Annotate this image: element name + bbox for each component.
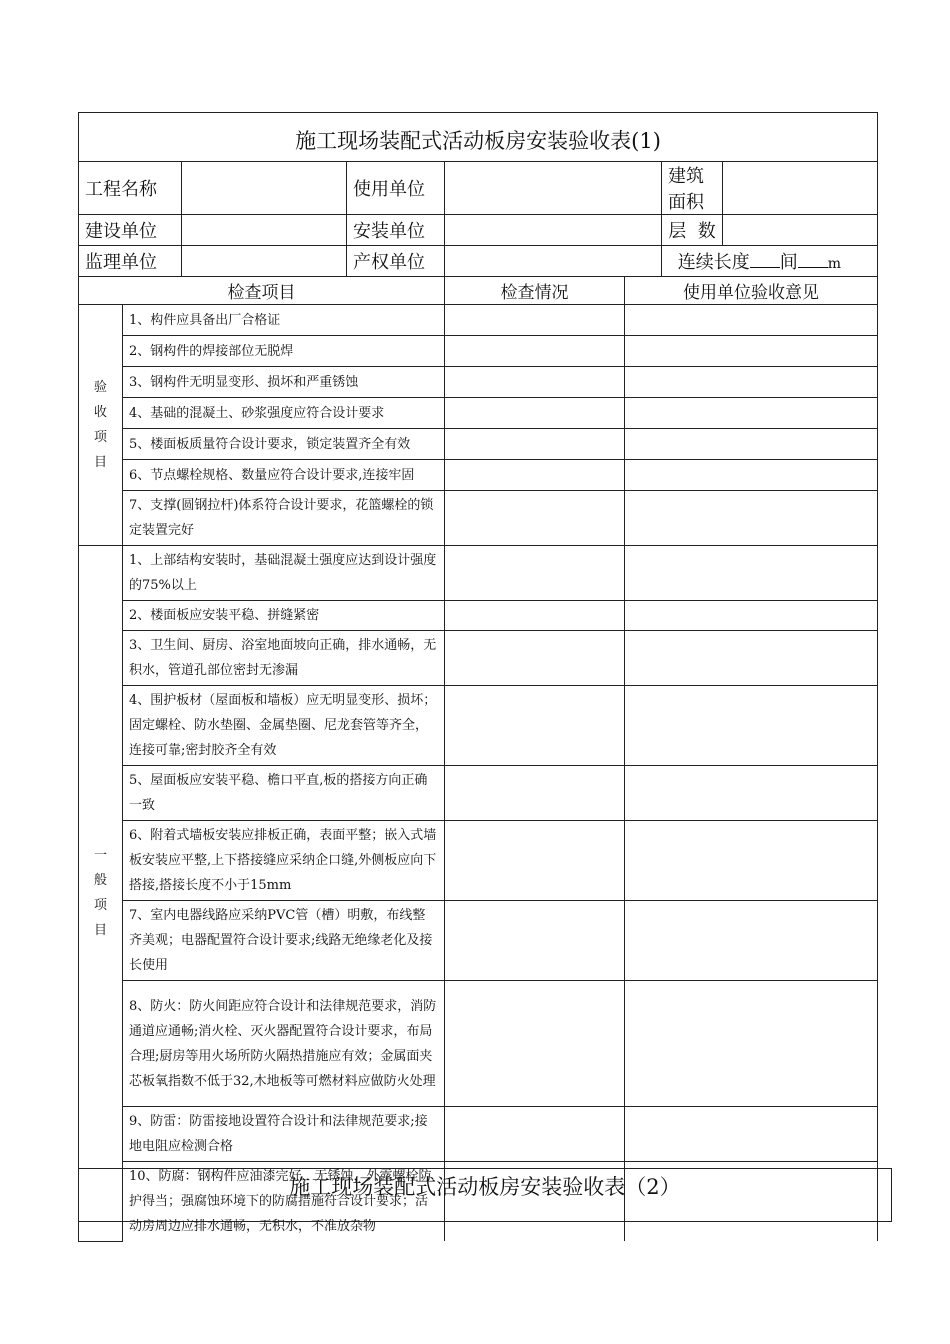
supervision-unit-field[interactable] — [182, 246, 347, 277]
acceptance-group-label: 验 收 项 目 — [79, 305, 123, 546]
install-unit-field[interactable] — [445, 215, 662, 246]
opinion-cell[interactable] — [625, 336, 878, 367]
general-item: 4、围护板材（屋面板和墙板）应无明显变形、损坏；固定螺栓、防水垫圈、金属垫圈、尼龙套管等齐全，连接可靠;密封胶齐全有效 — [123, 686, 445, 766]
acceptance-item: 3、钢构件无明显变形、损坏和严重锈蚀 — [123, 367, 445, 398]
general-item: 8、防火：防火间距应符合设计和法律规范要求，消防通道应通畅;消火栓、灭火器配置符合设计要求，布局合理;厨房等用火场所防火隔热措施应有效；金属面夹芯板氧指数不低于32,木地板等可燃材料应做防火处理 — [123, 981, 445, 1107]
status-cell[interactable] — [445, 460, 625, 491]
status-cell[interactable] — [445, 631, 625, 686]
supervision-unit-label: 监理单位 — [79, 246, 182, 277]
building-area-label: 建筑面积 — [662, 162, 723, 215]
opinion-cell[interactable] — [625, 429, 878, 460]
form-table — [78, 112, 878, 1242]
floors-field[interactable] — [723, 215, 878, 246]
opinion-cell[interactable] — [625, 367, 878, 398]
acceptance-item: 2、钢构件的焊接部位无脱焊 — [123, 336, 445, 367]
opinion-cell[interactable] — [625, 305, 878, 336]
header-opinion: 使用单位验收意见 — [625, 277, 878, 305]
project-name-field[interactable] — [182, 162, 347, 215]
opinion-cell[interactable] — [625, 398, 878, 429]
construction-unit-field[interactable] — [182, 215, 347, 246]
acceptance-item: 1、构件应具备出厂合格证 — [123, 305, 445, 336]
status-cell[interactable] — [445, 305, 625, 336]
general-item: 5、屋面板应安装平稳、檐口平直,板的搭接方向正确一致 — [123, 766, 445, 821]
form-title: 施工现场装配式活动板房安装验收表(1) — [79, 113, 878, 162]
status-cell[interactable] — [445, 398, 625, 429]
status-cell[interactable] — [445, 981, 625, 1107]
general-group-label: 一 般 项 目 — [79, 546, 123, 1242]
header-status: 检查情况 — [445, 277, 625, 305]
length-meter-blank[interactable] — [798, 251, 828, 268]
status-cell[interactable] — [445, 1107, 625, 1162]
status-cell[interactable] — [445, 367, 625, 398]
floors-label: 层 数 — [662, 215, 723, 246]
general-item: 7、室内电器线路应采纳PVC管（槽）明敷，布线整齐美观；电器配置符合设计要求;线路无绝缘老化及接长使用 — [123, 901, 445, 981]
status-cell[interactable] — [445, 491, 625, 546]
status-cell[interactable] — [445, 601, 625, 631]
acceptance-form-1 — [78, 112, 877, 1242]
general-item: 1、上部结构安装时，基础混凝土强度应达到设计强度的75%以上 — [123, 546, 445, 601]
construction-unit-label: 建设单位 — [79, 215, 182, 246]
general-item: 10、防腐：钢构件应油漆完好、无锈蚀，外露螺栓防护得当；强腐蚀环境下的防腐措施符合设计要求；活动房周边应排水通畅，无积水，不准放杂物 — [123, 1162, 445, 1242]
opinion-cell[interactable] — [625, 1107, 878, 1162]
opinion-cell[interactable] — [625, 631, 878, 686]
acceptance-item: 6、节点螺栓规格、数量应符合设计要求,连接牢固 — [123, 460, 445, 491]
general-item: 9、防雷：防雷接地设置符合设计和法律规范要求;接地电阻应检测合格 — [123, 1107, 445, 1162]
header-item: 检查项目 — [79, 277, 445, 305]
status-cell[interactable] — [445, 821, 625, 901]
opinion-cell[interactable] — [625, 981, 878, 1107]
opinion-cell[interactable] — [625, 491, 878, 546]
opinion-cell[interactable] — [625, 821, 878, 901]
length-mid-label: 间 — [779, 252, 798, 273]
project-name-label: 工程名称 — [79, 162, 182, 215]
status-cell[interactable] — [445, 686, 625, 766]
acceptance-item: 5、楼面板质量符合设计要求，锁定装置齐全有效 — [123, 429, 445, 460]
status-cell[interactable] — [445, 766, 625, 821]
status-cell[interactable] — [445, 336, 625, 367]
acceptance-form-2 — [78, 1168, 892, 1222]
building-area-field[interactable] — [723, 162, 878, 215]
acceptance-item: 4、基础的混凝土、砂浆强度应符合设计要求 — [123, 398, 445, 429]
general-item: 3、卫生间、厨房、浴室地面坡向正确，排水通畅，无积水，管道孔部位密封无渗漏 — [123, 631, 445, 686]
status-cell[interactable] — [445, 546, 625, 601]
length-label: 连续长度 — [677, 252, 750, 273]
opinion-cell[interactable] — [625, 766, 878, 821]
property-unit-field[interactable] — [445, 246, 662, 277]
status-cell[interactable] — [445, 429, 625, 460]
form2-title: 施工现场装配式活动板房安装验收表（2） — [289, 1175, 681, 1199]
opinion-cell[interactable] — [625, 686, 878, 766]
install-unit-label: 安装单位 — [347, 215, 445, 246]
user-unit-field[interactable] — [445, 162, 662, 215]
user-unit-label: 使用单位 — [347, 162, 445, 215]
general-item: 6、附着式墙板安装应排板正确，表面平整；嵌入式墙板安装应平整,上下搭接缝应采纳企口缝,外侧板应向下搭接,搭接长度不小于15mm — [123, 821, 445, 901]
continuous-length-cell — [662, 246, 878, 277]
opinion-cell[interactable] — [625, 901, 878, 981]
property-unit-label: 产权单位 — [347, 246, 445, 277]
length-count-blank[interactable] — [750, 251, 780, 268]
length-unit-label: m — [827, 256, 842, 272]
status-cell[interactable] — [445, 901, 625, 981]
opinion-cell[interactable] — [625, 601, 878, 631]
general-item: 2、楼面板应安装平稳、拼缝紧密 — [123, 601, 445, 631]
acceptance-item: 7、支撑(圆钢拉杆)体系符合设计要求，花篮螺栓的锁定装置完好 — [123, 491, 445, 546]
opinion-cell[interactable] — [625, 460, 878, 491]
opinion-cell[interactable] — [625, 546, 878, 601]
